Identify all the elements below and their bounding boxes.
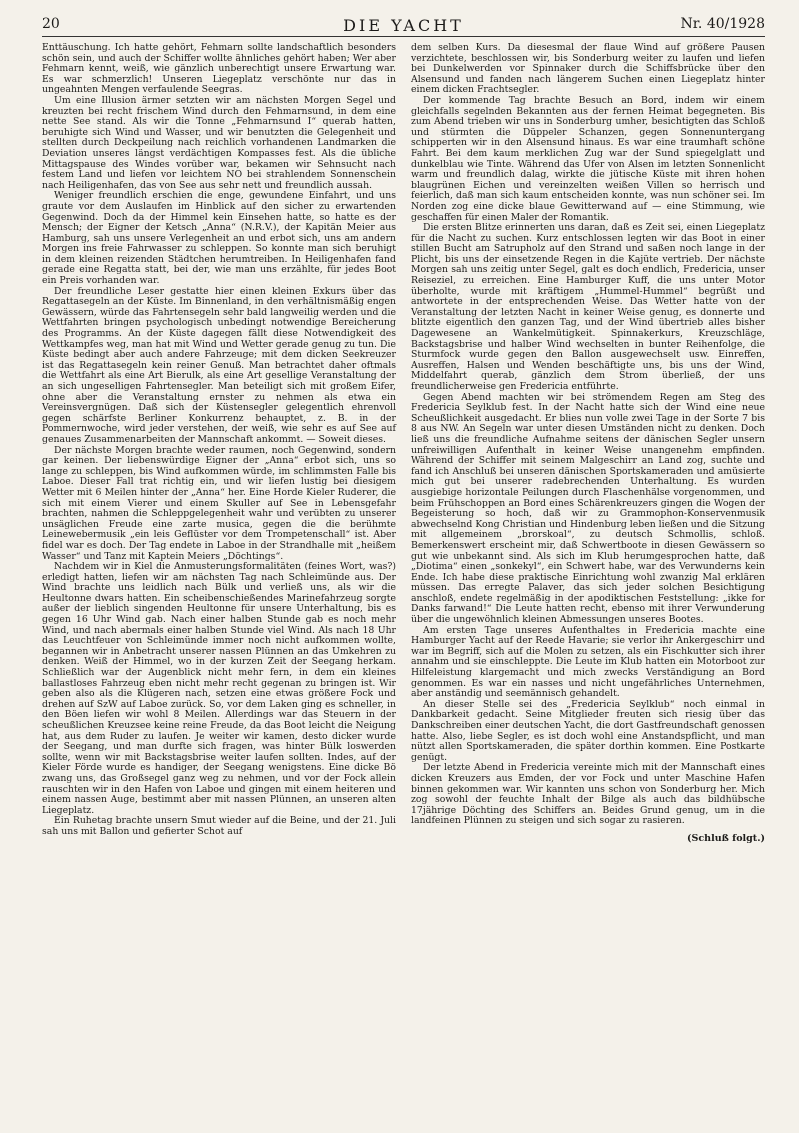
paragraph: Der freundliche Leser gestatte hier einen kleinen Exkurs über das Regattasegeln an der Küste. Im Binnenland, in den verhältnismäßig engen Gewässern, würde das Fahrtensegeln sehr bald langweilig werden und die Wettfahrten bringen psychologisch unbedingt notwendige Bereicherung des Programms. An der Küste dagegen fällt diese Notwendigkeit des Wettkampfes weg, man hat mit Wind und Wetter gerade genug zu tun. Die Küste bedingt aber auch andere Fahrzeuge; mit dem dicken Seekreuzer ist das Regattasegeln kein reiner Genuß. Man betrachtet daher oftmals die Wettfahrt als eine Art Bierulk, als eine Art gesellige Veranstaltung der an sich ungeselligen Fahrtensegler. Man beteiligt sich mit großem Eifer, ohne aber die Veranstaltung ernster zu nehmen als etwa ein Vereinsvergnügen. Daß sich der Küstensegler gelegentlich ehrenvoll gegen schärfste Berliner Konkurrenz behauptet, z. B. in der Pommernwoche, wird jeder verstehen, der weiß, wie sehr es auf See auf genaues Zusammenarbeiten der Mannschaft ankommt. — Soweit dieses.	[42, 285, 396, 445]
right-column	[411, 43, 765, 844]
paragraph: dem selben Kurs. Da diesesmal der flaue Wind auf größere Pausen verzichtete, beschlossen wir, bis Sonderburg weiter zu laufen und liefen bei Dunkelwerden vor Spinnaker durch die Schiffsbrücke über den Alsensund und fanden nach längerem Suchen einen Liegeplatz hinter einem dicken Frachtsegler.	[411, 42, 765, 96]
paragraph: Nachdem wir in Kiel die Anmusterungsformalitäten (feines Wort, was?) erledigt hatten, liefen wir am nächsten Tag nach Schleimünde aus. Der Wind brachte uns leidlich nach Bülk und verließ uns, als wir die Heultonne dwars hatten. Ein scheibenschießendes Marinefahrzeug sorgte außer der lieblich singenden Heultonne für unsere Unterhaltung, bis es gegen 16 Uhr Wind gab. Nach einer halben Stunde gab es noch mehr Wind, und nach abermals einer halben Stunde viel Wind. Als nach 18 Uhr das Leuchtfeuer von Schleimünde immer noch nicht aufkommen wollte, begannen wir in Anbetracht unserer nassen Plünnen an das Umkehren zu denken. Weiß der Himmel, wo in der kurzen Zeit der Seegang herkam. Schließlich war der Augenblick nicht mehr fern, in dem ein kleines ballastloses Fahrzeug eben nicht mehr recht gegenan zu bringen ist. Wir geben also als die Klügeren nach, setzen eine etwas größere Fock und drehen auf SzW auf Laboe zurück. So, vor dem Laken ging es schneller, in den Böen liefen wir wohl 8 Meilen. Allerdings war das Steuern in der scheußlichen Kreuzsee keine reine Freude, da das Boot leicht die Neigung hat, aus dem Ruder zu laufen. Je weiter wir kamen, desto dicker wurde der Seegang, und man durfte sich fragen, was hinter Bülk loswerden sollte, wenn wir mit Backstagsbrise weiter laufen sollten. Indes, auf der Kieler Förde wurde es handiger, der Seegang wenigstens. Eine dicke Bö zwang uns, das Großsegel ganz weg zu nehmen, und vor der Fock allein rauschten wir in den Hafen von Laboe und gingen mit einem heiteren und einem nassen Auge, bestimmt aber mit nassen Plünnen, an unseren alten Liegeplatz.	[42, 561, 396, 816]
page-header	[42, 14, 765, 37]
paragraph: Die ersten Blitze erinnerten uns daran, daß es Zeit sei, einen Liegeplatz für die Nacht zu suchen. Kurz entschlossen legten wir das Boot in einer stillen Bucht am Satrupholz auf den Strand und saßen noch lange in der Plicht, bis uns der einsetzende Regen in die Kajüte vertrieb. Der nächste Morgen sah uns zeitig unter Segel, galt es doch endlich, Fredericia, unser Reiseziel, zu erreichen. Eine Hamburger Kuff, die uns unter Motor überholte, wurde mit kräftigem „Hummel-Hummel“ begrüßt und antwortete in der entsprechenden Weise. Das Wetter hatte von der Veranstaltung der letzten Nacht in keiner Weise genug, es donnerte und blitzte eigentlich den ganzen Tag, und der Wind übertrieb alles bisher Dagewesene an Wankelmütigkeit. Spinnakerkurs, Kreuzschläge, Backstagsbrise und halber Wind wechselten in bunter Reihenfolge, die Sturmfock wurde gegen den Ballon ausgewechselt usw. Einreffen, Ausreffen, Halsen und Wenden beschäftigte uns, bis uns der Wind, Middelfahrt querab, gänzlich dem Strom überließ, der uns freundlicherweise gen Fredericia entführte.	[411, 222, 765, 392]
paragraph: Der nächste Morgen brachte weder raumen, noch Gegenwind, sondern gar keinen. Der liebenswürdige Eigner der „Anna“ erbot sich, uns so lange zu schleppen, bis Wind aufkommen würde, im schlimmsten Falle bis Laboe. Dieser Fall trat richtig ein, und wir liefen lustig bei diesigem Wetter mit 6 Meilen hinter der „Anna“ her. Eine Horde Kieler Ruderer, die sich mit einem Vierer und einem Skuller auf See in Lebensgefahr brachten, nahmen die Schleppgelegenheit wahr und verübten zu unserer unsäglichen Freude eine zarte musica, gegen die die berühmte Leinewebermusik „ein leis Geflüster vor dem Trompetenschall“ ist. Aber fidel war es doch. Der Tag endete in Laboe in der Strandhalle mit „heißem Wasser“ und Tanz mit Kaptein Meiers „Döchtings“.	[42, 444, 396, 562]
journal-title: DIE YACHT	[343, 16, 464, 35]
paragraph: Der letzte Abend in Fredericia vereinte mich mit der Mannschaft eines dicken Kreuzers aus Emden, der vor Fock und unter Maschine Hafen binnen gekommen war. Wir kannten uns schon von Sonderburg her. Mich zog sowohl der feuchte Inhalt der Bilge als auch das bildhübsche 17jährige Döchting des Schiffers an. Beides Grund genug, um in die landfeinen Plünnen zu steigen und sich sogar zu rasieren.	[411, 762, 765, 827]
paragraph: Der kommende Tag brachte Besuch an Bord, indem wir einem gleichfalls segelnden Bekannten aus der fernen Heimat begegneten. Bis zum Abend trieben wir uns in Sonderburg umher, besichtigten das Schloß und stürmten die Düppeler Schanzen, gegen Sonnenuntergang schipperten wir in den Alsensund hinaus. Es war eine traumhaft schöne Fahrt. Bei dem kaum merklichen Zug war der Sund spiegelglatt und dunkelblau wie Tinte. Während das Ufer von Alsen im letzten Sonnenlicht warm und freundlich dalag, wirkte die jütische Küste mit ihren hohen blaugrünen Eichen und vereinzelten weißen Villen so herrisch und feierlich, daß man sich kaum entscheiden konnte, was nun schöner sei. Im Norden zog eine dicke blaue Gewitterwand auf — eine Stimmung, wie geschaffen für einen Maler der Romantik.	[411, 94, 765, 223]
paragraph: Um eine Illusion ärmer setzten wir am nächsten Morgen Segel und kreuzten bei recht frischem Wind durch den Fehmarnsund, in dem eine nette See stand. Als wir die Tonne „Fehmarnsund I“ querab hatten, beruhigte sich Wind und Wasser, und wir benutzten die Gelegenheit und stellten durch Deckpeilung nach reichlich vorhandenen Landmarken die Deviation unseres längst verdächtigen Kompasses fest. Als die übliche Mittagspause des Windes vorüber war, bekamen wir Sehnsucht nach festem Land und liefen vor leichtem NO bei strahlendem Sonnenschein nach Heiligenhafen, das von See aus sehr nett und freundlich aussah.	[42, 94, 396, 191]
left-column	[42, 43, 396, 844]
paragraph: Enttäuschung. Ich hatte gehört, Fehmarn sollte landschaftlich besonders schön sein, und auch der Schiffer wollte ähnliches gehört haben; Wer aber Fehmarn kennt, weiß, wie gänzlich unberechtigt unsere Erwartung war. Es war schmerzlich! Unseren Liegeplatz verschönte nur das in ungeahnten Mengen verfaulende Seegras.	[42, 42, 396, 96]
paragraph: Gegen Abend machten wir bei strömendem Regen am Steg des Fredericia Seylklub fest. In der Nacht hatte sich der Wind eine neue Scheußlichkeit ausgedacht. Er blies nun volle zwei Tage in der Sorte 7 bis 8 aus NW. An Segeln war unter diesen Umständen nicht zu denken. Doch ließ uns die freundliche Aufnahme seitens der dänischen Segler unsern unfreiwilligen Aufenthalt in keiner Weise unangenehm empfinden. Während der Schiffer mit seinem Malgeschirr an Land zog, suchte und fand ich Anschluß bei unseren dänischen Sportskameraden und amüsierte mich gut bei unserer radebrechenden Unterhaltung. Es wurden ausgiebige horizontale Peilungen durch Flaschenhälse vorgenommen, und beim Frühschoppen an Bord eines Schärenkreuzers gingen die Wogen der Begeisterung so hoch, daß wir zu Grammophon-Konservenmusik abwechselnd Kong Christian und Hindenburg leben ließen und die Sitzung mit allgemeinem „brorskoal“, zu deutsch Schmollis, schloß. Bemerkenswert erscheint mir, daß Schwertboote in diesen Gewässern so gut wie unbekannt sind. Als sich im Klub herumgesprochen hatte, daß „Diotima“ einen „sonkekyl“, ein Schwert habe, war des Verwunderns kein Ende. Ich habe diese praktische Einrichtung wohl zwanzig Mal erklären müssen. Das erregte Palaver, das sich jeder solchen Besichtigung anschloß, endete regelmäßig in der apodiktischen Feststellung: „ikke for Danks farwand!“ Die Leute hatten recht, ebenso mit ihrer Verwunderung über die ungewöhnlich kleinen Abmessungen unseres Bootes.	[411, 391, 765, 626]
article-body	[42, 43, 765, 844]
page-number: 20	[42, 16, 60, 32]
paragraph: Weniger freundlich erschien die enge, gewundene Einfahrt, und uns graute vor dem Auslaufen im Hinblick auf den sicher zu erwartenden Gegenwind. Doch da der Himmel kein Einsehen hatte, so hatte es der Mensch; der Eigner der Ketsch „Anna“ (N.R.V.), der Kapitän Meier aus Hamburg, sah uns unsere Verlegenheit an und erbot sich, uns am andern Morgen ins freie Fahrwasser zu schleppen. So konnte man sich beruhigt in dem kleinen reizenden Städtchen herumtreiben. In Heiligenhafen fand gerade eine Regatta statt, bei der, wie man uns erzählte, für jedes Boot ein Preis vorhanden war.	[42, 190, 396, 287]
paragraph: Ein Ruhetag brachte unsern Smut wieder auf die Beine, und der 21. Juli sah uns mit Ballon und gefierter Schot auf	[42, 815, 396, 837]
continuation-note: (Schluß folgt.)	[687, 832, 765, 844]
paragraph: Am ersten Tage unseres Aufenthaltes in Fredericia machte eine Hamburger Yacht auf der Reede Havarie; sie verlor ihr Ankergeschirr und war im Begriff, sich auf die Molen zu setzen, als ein Fischkutter sich ihrer annahm und sie einschleppte. Die Leute im Klub hatten ein Motorboot zur Hilfeleistung klargemacht und mich zwecks Verständigung an Bord genommen. Es war ein nasses und nicht ungefährliches Unternehmen, aber anständig und seemännisch gehandelt.	[411, 624, 765, 700]
paragraph: An dieser Stelle sei des „Fredericia Seylklub“ noch einmal in Dankbarkeit gedacht. Seine Mitglieder freuten sich riesig über das Dankschreiben einer deutschen Yacht, die dort Gastfreundschaft genossen hatte. Also, liebe Segler, es ist doch wohl eine Anstandspflicht, und man nützt allen Sportskameraden, die später dorthin kommen. Eine Postkarte genügt.	[411, 698, 765, 763]
issue-number: Nr. 40/1928	[680, 16, 765, 32]
